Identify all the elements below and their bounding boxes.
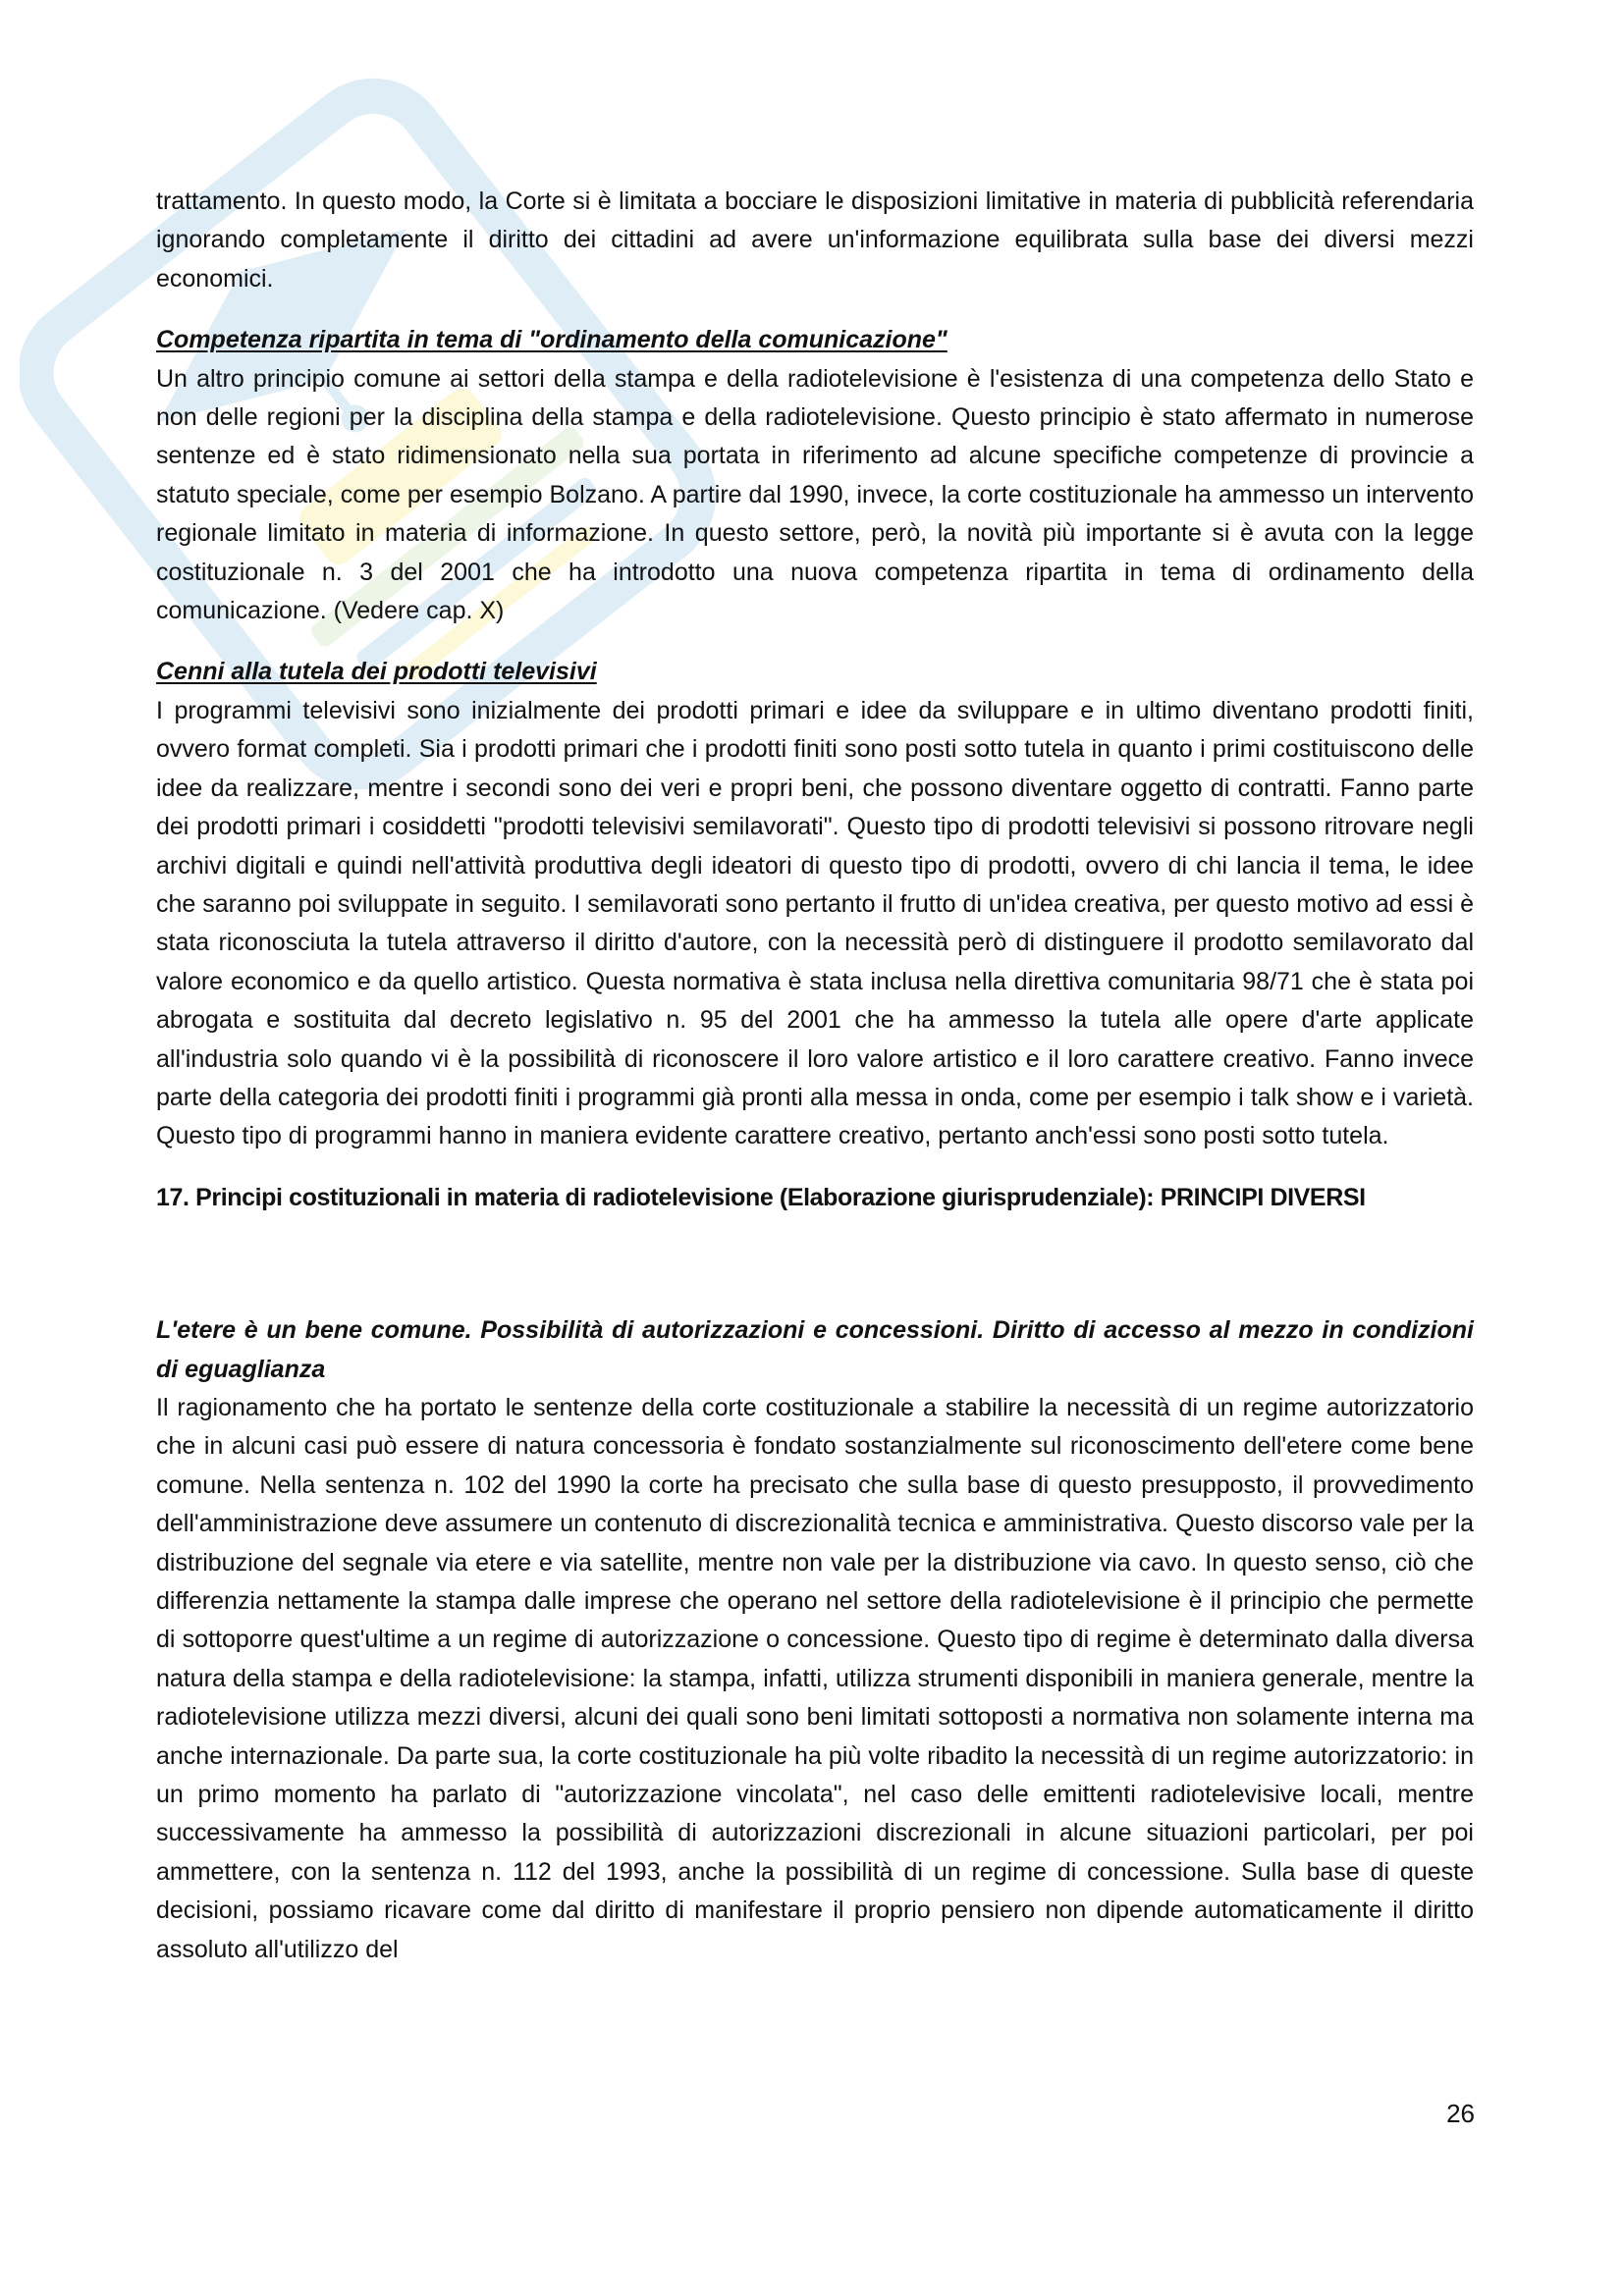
page-number: 26 [1446,2099,1475,2128]
section-heading-text: Cenni alla tutela dei prodotti televisivi [156,658,597,686]
section-heading [156,321,1474,359]
chapter-heading: 17. Principi costituzionali in materia di radiotelevisione (Elaborazione giurisprudenziale): PRINCIPI DIVERSI [156,1183,1366,1211]
intro-paragraph: trattamento. In questo modo, la Corte si è limitata a bocciare le disposizioni limitative in materia di pubblicità referendaria ignorando completamente il diritto dei cittadini ad avere un'informazione equilibrata sulla base dei diversi mezzi economici. [156,187,1474,293]
section-heading-text: Competenza ripartita in tema di "ordinamento della comunicazione" [156,326,947,354]
subsection-paragraph: Il ragionamento che ha portato le sentenze della corte costituzionale a stabilire la necessità di un regime autorizzatorio che in alcuni casi può essere di natura concessoria è fondato sostanzialmente sul riconoscimento dell'etere come bene comune. Nella sentenza n. 102 del 1990 la corte ha precisato che sulla base di questo presupposto, il provvedimento dell'amministrazione deve assumere un contenuto di discrezionalità tecnica e amministrativa. Questo discorso vale per la distribuzione del segnale via etere e via satellite, mentre non vale per la distribuzione via cavo. In questo senso, ciò che differenzia nettamente la stampa dalle imprese che operano nel settore della radiotelevisione è il principio che permette di sottoporre quest'ultime a un regime di autorizzazione o concessione. Questo tipo di regime è determinato dalla diversa natura della stampa e della radiotelevisione: la stampa, infatti, utilizza strumenti disponibili in maniera generale, mentre la radiotelevisione utilizza mezzi diversi, alcuni dei quali sono beni limitati sottoposti a normativa non solamente interna ma anche internazionale. Da parte sua, la corte costituzionale ha più volte ribadito la necessità di un regime autorizzatorio: in un primo momento ha parlato di "autorizzazione vincolata", nel caso delle emittenti radiotelevisive locali, mentre successivamente ha ammesso la possibilità di autorizzazioni discrezionali in alcune situazioni particolari, per poi ammettere, con la sentenza n. 112 del 1993, anche la possibilità di un regime di concessione. Sulla base di queste decisioni, possiamo ricavare come dal diritto di manifestare il proprio pensiero non dipende automaticamente il diritto assoluto all'utilizzo del [156,1393,1474,1963]
section-paragraph: Un altro principio comune ai settori della stampa e della radiotelevisione è l'esistenza di una competenza dello Stato e non delle regioni per la disciplina della stampa e della radiotelevisione. Questo principio è stato affermato in numerose sentenze ed è stato ridimensionato nella sua portata in riferimento ad alcune specifiche competenze di provincie a statuto speciale, come per esempio Bolzano. A partire dal 1990, invece, la corte costituzionale ha ammesso un intervento regionale limitato in materia di informazione. In questo settore, però, la novità più importante si è avuta con la legge costituzionale n. 3 del 2001 che ha introdotto una nuova competenza ripartita in tema di ordinamento della comunicazione. (Vedere cap. X) [156,364,1474,625]
subsection-heading: L'etere è un bene comune. Possibilità di autorizzazioni e concessioni. Diritto di accesso al mezzo in condizioni di eguaglianza [156,1316,1474,1383]
section-heading [156,653,1474,691]
section-paragraph: I programmi televisivi sono inizialmente dei prodotti primari e idee da sviluppare e in ultimo diventano prodotti finiti, ovvero format completi. Sia i prodotti primari che i prodotti finiti sono posti sotto tutela in quanto i primi costituiscono delle idee da realizzare, mentre i secondi sono dei veri e propri beni, che possono diventare oggetto di contratti. Fanno parte dei prodotti primari i cosiddetti "prodotti televisivi semilavorati". Questo tipo di prodotti televisivi si possono ritrovare negli archivi digitali e quindi nell'attività produttiva degli ideatori di questo tipo di prodotti, ovvero di chi lancia il tema, le idee che saranno poi sviluppate in seguito. I semilavorati sono pertanto il frutto di un'idea creativa, per questo motivo ad essi è stata riconosciuta la tutela attraverso il diritto d'autore, con la necessità però di distinguere il prodotto semilavorato dal valore economico e da quello artistico. Questa normativa è stata inclusa nella direttiva comunitaria 98/71 che è stata poi abrogata e sostituita dal decreto legislativo n. 95 del 2001 che ha ammesso la tutela alle opere d'arte applicate all'industria solo quando vi è la possibilità di riconoscere il loro valore artistico e il loro carattere creativo. Fanno invece parte della categoria dei prodotti finiti i programmi già pronti alla messa in onda, come per esempio i talk show e i varietà. Questo tipo di programmi hanno in maniera evidente carattere creativo, pertanto anch'essi sono posti sotto tutela. [156,696,1474,1150]
document-page [156,183,1474,1969]
